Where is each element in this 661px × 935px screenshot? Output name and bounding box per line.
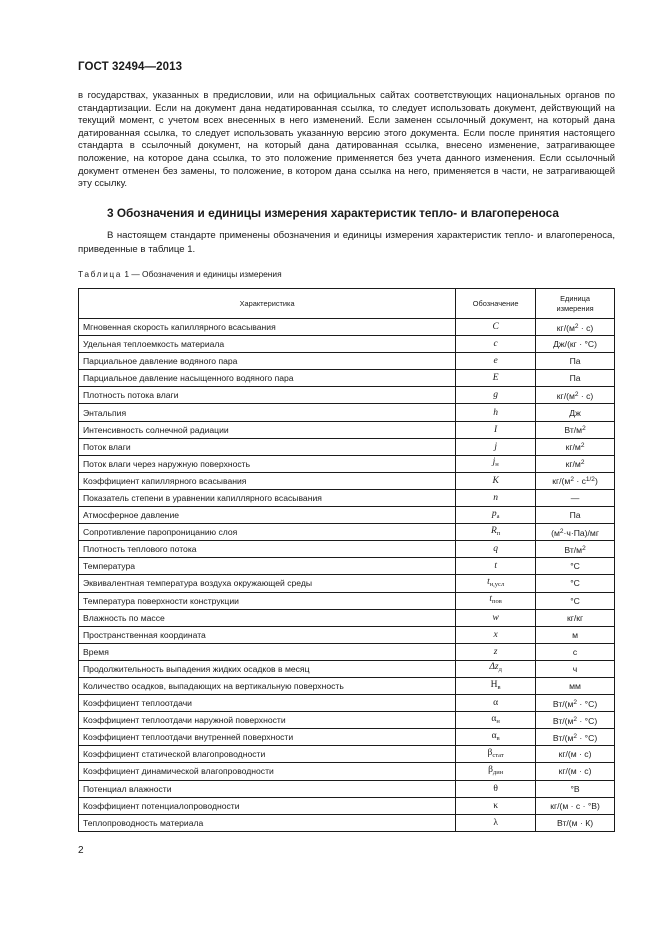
table-row [79, 695, 615, 712]
characteristic-cell: Парциальное давление водяного пара [79, 353, 456, 370]
designation-cell: c [456, 336, 536, 353]
characteristic-cell: Парциальное давление насыщенного водяного пара [79, 370, 456, 387]
characteristic-cell: Потенциал влажности [79, 780, 456, 797]
table-row [79, 353, 615, 370]
table-caption [78, 269, 282, 279]
designation-cell: $\beta_{дин}$ [456, 763, 536, 780]
table-row [79, 609, 615, 626]
unit-cell: $Вт/м^2$ [536, 421, 615, 438]
designation-cell: $Н_в$ [456, 677, 536, 694]
unit-cell: Па [536, 507, 615, 524]
unit-cell: Дж [536, 404, 615, 421]
unit-cell: кг/кг [536, 609, 615, 626]
characteristic-cell: Коэффициент капиллярного всасывания [79, 472, 456, 489]
table-row [79, 472, 615, 489]
table-row [79, 729, 615, 746]
unit-cell: $кг/(м^2 \cdot с)$ [536, 387, 615, 404]
table-row [79, 575, 615, 592]
characteristic-cell: Температура поверхности конструкции [79, 592, 456, 609]
unit-cell: с [536, 643, 615, 660]
table-row [79, 319, 615, 336]
table-body [79, 319, 615, 832]
unit-cell: $Вт/м^2$ [536, 541, 615, 558]
characteristic-cell: Теплопроводность материала [79, 814, 456, 831]
intro-paragraph [78, 90, 615, 191]
table-row [79, 524, 615, 541]
table-row [79, 746, 615, 763]
table-row [79, 626, 615, 643]
section-paragraph: В настоящем стандарте применены обозначения и единицы измерения характеристик тепло- и влагопереноса, приведенные в таблице 1. [78, 230, 615, 255]
characteristic-cell: Эквивалентная температура воздуха окружающей среды [79, 575, 456, 592]
unit-cell: $кг/(м^2 \cdot с^{1/2})$ [536, 472, 615, 489]
table-caption-word: Таблица [78, 269, 123, 279]
table-row [79, 541, 615, 558]
characteristic-cell: Продолжительность выпадения жидких осадков в месяц [79, 660, 456, 677]
characteristic-cell: Влажность по массе [79, 609, 456, 626]
characteristic-cell: Коэффициент динамической влагопроводности [79, 763, 456, 780]
characteristic-cell: Мгновенная скорость капиллярного всасывания [79, 319, 456, 336]
unit-cell: $Вт/(м^2 \cdot ^\circ С)$ [536, 729, 615, 746]
header-designation: Обозначение [456, 289, 536, 319]
designation-cell: x [456, 626, 536, 643]
designation-cell: C [456, 319, 536, 336]
unit-cell: кг/(м · с) [536, 746, 615, 763]
document-header: ГОСТ 32494—2013 [78, 61, 183, 73]
table-row [79, 421, 615, 438]
header-unit: Единица измерения [536, 289, 615, 319]
characteristic-cell: Плотность потока влаги [79, 387, 456, 404]
designation-cell: z [456, 643, 536, 660]
characteristic-cell: Энтальпия [79, 404, 456, 421]
table-row [79, 558, 615, 575]
unit-cell: $кг/м^2$ [536, 455, 615, 472]
characteristic-cell: Пространственная координата [79, 626, 456, 643]
table-row [79, 336, 615, 353]
designation-cell: K [456, 472, 536, 489]
designation-cell: E [456, 370, 536, 387]
designation-cell: $R_п$ [456, 524, 536, 541]
designation-cell: h [456, 404, 536, 421]
characteristic-cell: Атмосферное давление [79, 507, 456, 524]
unit-cell: $Вт/(м^2 \cdot ^\circ С)$ [536, 695, 615, 712]
table-row [79, 489, 615, 506]
unit-cell: $Вт/(м^2 \cdot ^\circ С)$ [536, 712, 615, 729]
designation-cell: $j_н$ [456, 455, 536, 472]
table-row [79, 712, 615, 729]
designation-cell: $t_{пов}$ [456, 592, 536, 609]
table-row [79, 592, 615, 609]
table-row [79, 370, 615, 387]
characteristic-cell: Температура [79, 558, 456, 575]
unit-cell: $кг/(м^2 \cdot с)$ [536, 319, 615, 336]
characteristic-cell: Коэффициент потенциалопроводности [79, 797, 456, 814]
designation-cell: κ [456, 797, 536, 814]
characteristic-cell: Поток влаги через наружную поверхность [79, 455, 456, 472]
header-characteristic: Характеристика [79, 289, 456, 319]
characteristic-cell: Коэффициент теплоотдачи внутренней поверхности [79, 729, 456, 746]
characteristic-cell: Поток влаги [79, 438, 456, 455]
table-row [79, 643, 615, 660]
designation-cell: I [456, 421, 536, 438]
table-row [79, 814, 615, 831]
characteristic-cell: Интенсивность солнечной радиации [79, 421, 456, 438]
table-header-row [79, 289, 615, 319]
table-row [79, 780, 615, 797]
characteristic-cell: Время [79, 643, 456, 660]
designation-cell: e [456, 353, 536, 370]
section-title: 3 Обозначения и единицы измерения характеристик тепло- и влагопереноса [107, 206, 559, 220]
designation-cell: q [456, 541, 536, 558]
table-row [79, 387, 615, 404]
unit-cell: Вт/(м · К) [536, 814, 615, 831]
unit-cell: °С [536, 558, 615, 575]
designation-cell: $\beta_{стат}$ [456, 746, 536, 763]
characteristic-cell: Удельная теплоемкость материала [79, 336, 456, 353]
designation-cell: t [456, 558, 536, 575]
designation-cell: λ [456, 814, 536, 831]
designation-cell: w [456, 609, 536, 626]
characteristic-cell: Количество осадков, выпадающих на вертикальную поверхность [79, 677, 456, 694]
designation-cell: j [456, 438, 536, 455]
table-row [79, 404, 615, 421]
unit-cell: °С [536, 575, 615, 592]
table-row [79, 677, 615, 694]
page-number: 2 [78, 845, 84, 856]
table-caption-text: 1 — Обозначения и единицы измерения [124, 269, 282, 279]
unit-cell: мм [536, 677, 615, 694]
unit-cell: Па [536, 370, 615, 387]
designation-cell: $\Delta z_д$ [456, 660, 536, 677]
designation-cell: n [456, 489, 536, 506]
unit-cell: °В [536, 780, 615, 797]
designation-cell: θ [456, 780, 536, 797]
unit-cell: кг/(м · с) [536, 763, 615, 780]
unit-cell: $кг/м^2$ [536, 438, 615, 455]
table-row [79, 455, 615, 472]
unit-cell: Па [536, 353, 615, 370]
designation-cell: $\alpha_н$ [456, 712, 536, 729]
table-row [79, 438, 615, 455]
table-row [79, 507, 615, 524]
characteristic-cell: Сопротивление паропроницанию слоя [79, 524, 456, 541]
table-row [79, 660, 615, 677]
designation-cell: $t_{н,усл}$ [456, 575, 536, 592]
unit-cell: °С [536, 592, 615, 609]
designations-table [78, 288, 615, 832]
characteristic-cell: Показатель степени в уравнении капиллярного всасывания [79, 489, 456, 506]
unit-cell: ч [536, 660, 615, 677]
unit-cell: — [536, 489, 615, 506]
designation-cell: $p_а$ [456, 507, 536, 524]
unit-cell: м [536, 626, 615, 643]
characteristic-cell: Коэффициент статической влагопроводности [79, 746, 456, 763]
table-row [79, 763, 615, 780]
intro-text: в государствах, указанных в предисловии, или на официальных сайтах соответствующих национальных органов по стандартизации. Если на документ дана недатированная ссылка, то следует использовать документ, действующий на текущий момент, с учетом всех внесенных в него изменений. Если заменен ссылочный документ, на который дана датированная ссылка, то следует использовать указанную версию этого документа. Если после принятия настоящего стандарта в ссылочный документ, на который дана датированная ссылка, внесено изменение, затрагивающее положение, на которое дана ссылка, то это положение применяется без учета данного изменения. Если ссылочный документ отменен без замены, то положение, в котором дана ссылка на него, применяется в части, не затрагивающей эту ссылку. [78, 90, 615, 190]
characteristic-cell: Коэффициент теплоотдачи [79, 695, 456, 712]
characteristic-cell: Коэффициент теплоотдачи наружной поверхности [79, 712, 456, 729]
table-row [79, 797, 615, 814]
unit-cell: $(м^2\cdot ч\cdot Па)/мг$ [536, 524, 615, 541]
designation-cell: α [456, 695, 536, 712]
unit-cell: Дж/(кг · °С) [536, 336, 615, 353]
designation-cell: $\alpha_в$ [456, 729, 536, 746]
unit-cell: кг/(м · с · °В) [536, 797, 615, 814]
designation-cell: g [456, 387, 536, 404]
characteristic-cell: Плотность теплового потока [79, 541, 456, 558]
